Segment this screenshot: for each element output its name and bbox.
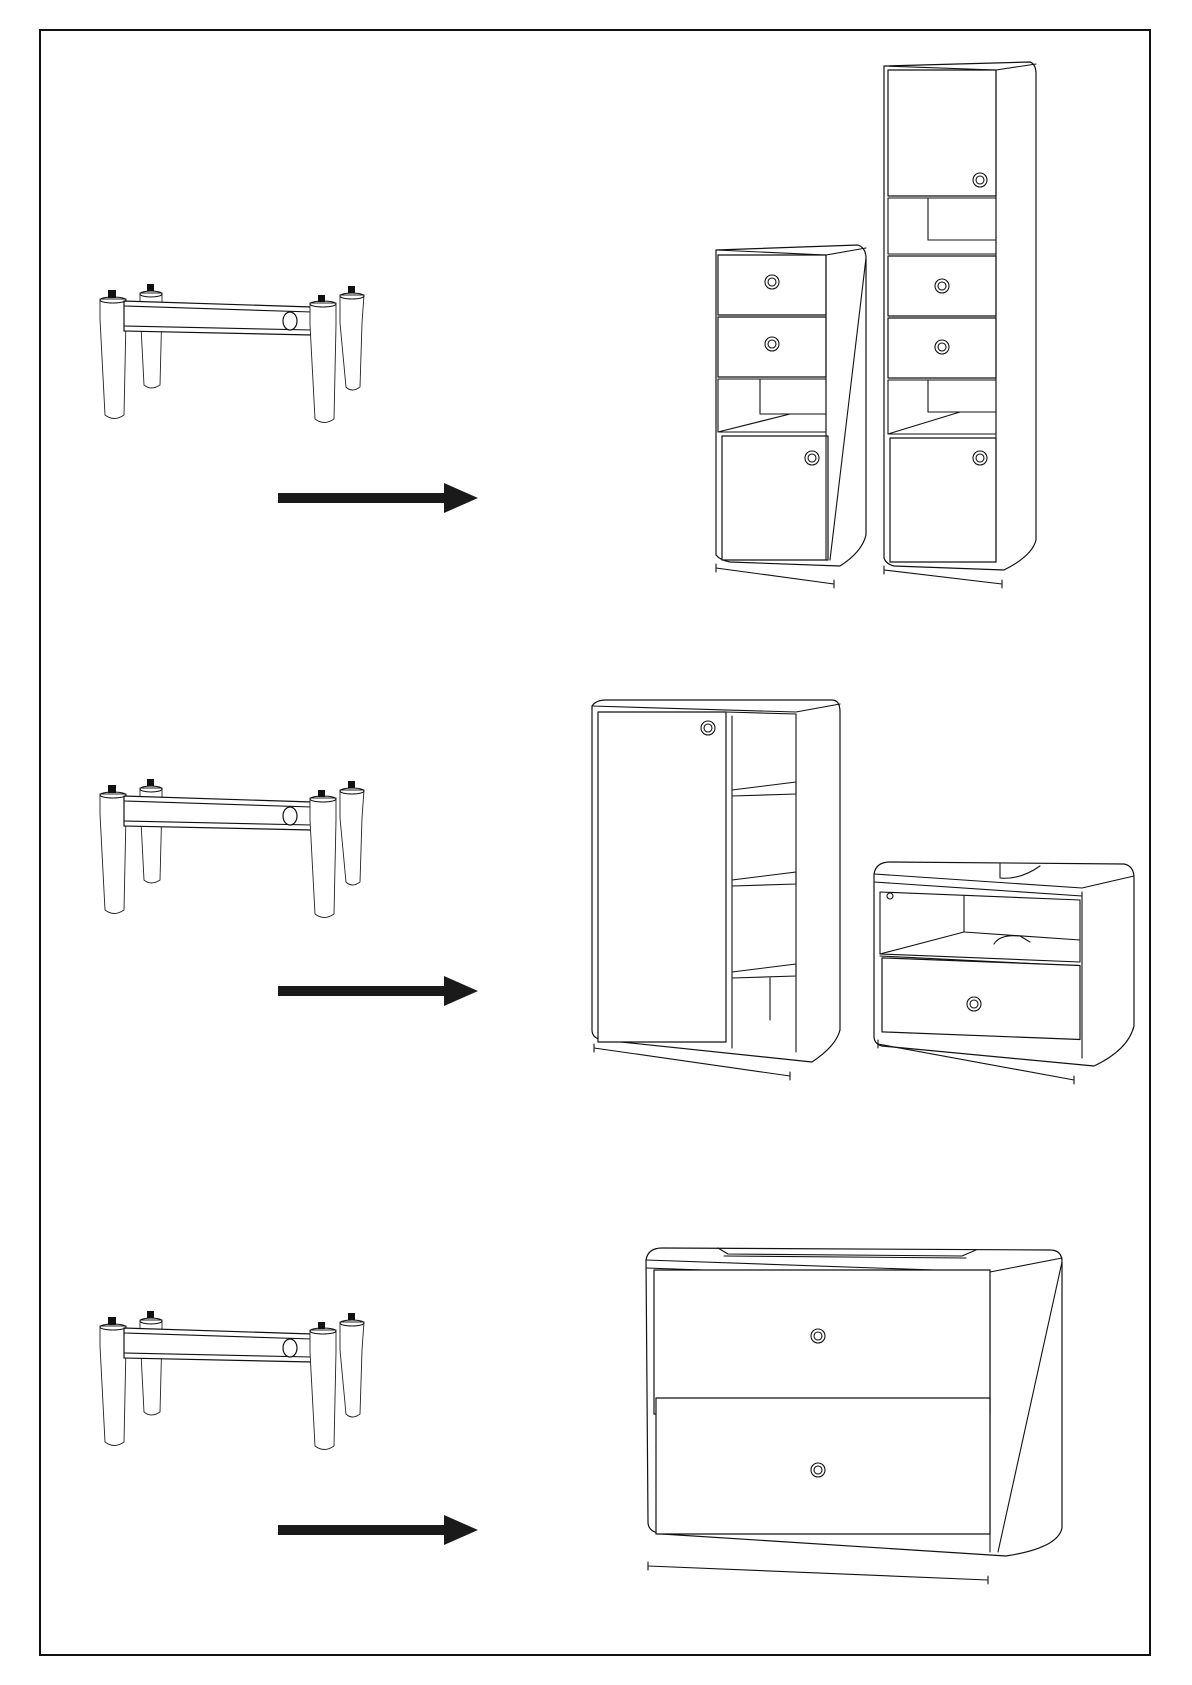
leg-frame-icon: [100, 1311, 364, 1450]
arrow-right-icon: [278, 976, 478, 1006]
step-3: [100, 1248, 1062, 1584]
leg-frame-icon: [100, 779, 364, 918]
step-2: [100, 700, 1134, 1084]
vanity-two-drawer-cabinet-icon: [646, 1248, 1062, 1584]
tall-cabinet-three-doors-icon: [884, 62, 1036, 588]
side-cabinet-with-shelves-icon: [592, 700, 840, 1080]
leg-frame-icon: [100, 284, 364, 423]
arrow-right-icon: [278, 1515, 478, 1545]
arrow-right-icon: [278, 483, 478, 513]
tall-cabinet-two-drawers-icon: [716, 245, 866, 588]
step-1: [100, 62, 1036, 588]
sink-base-cabinet-icon: [874, 862, 1134, 1084]
